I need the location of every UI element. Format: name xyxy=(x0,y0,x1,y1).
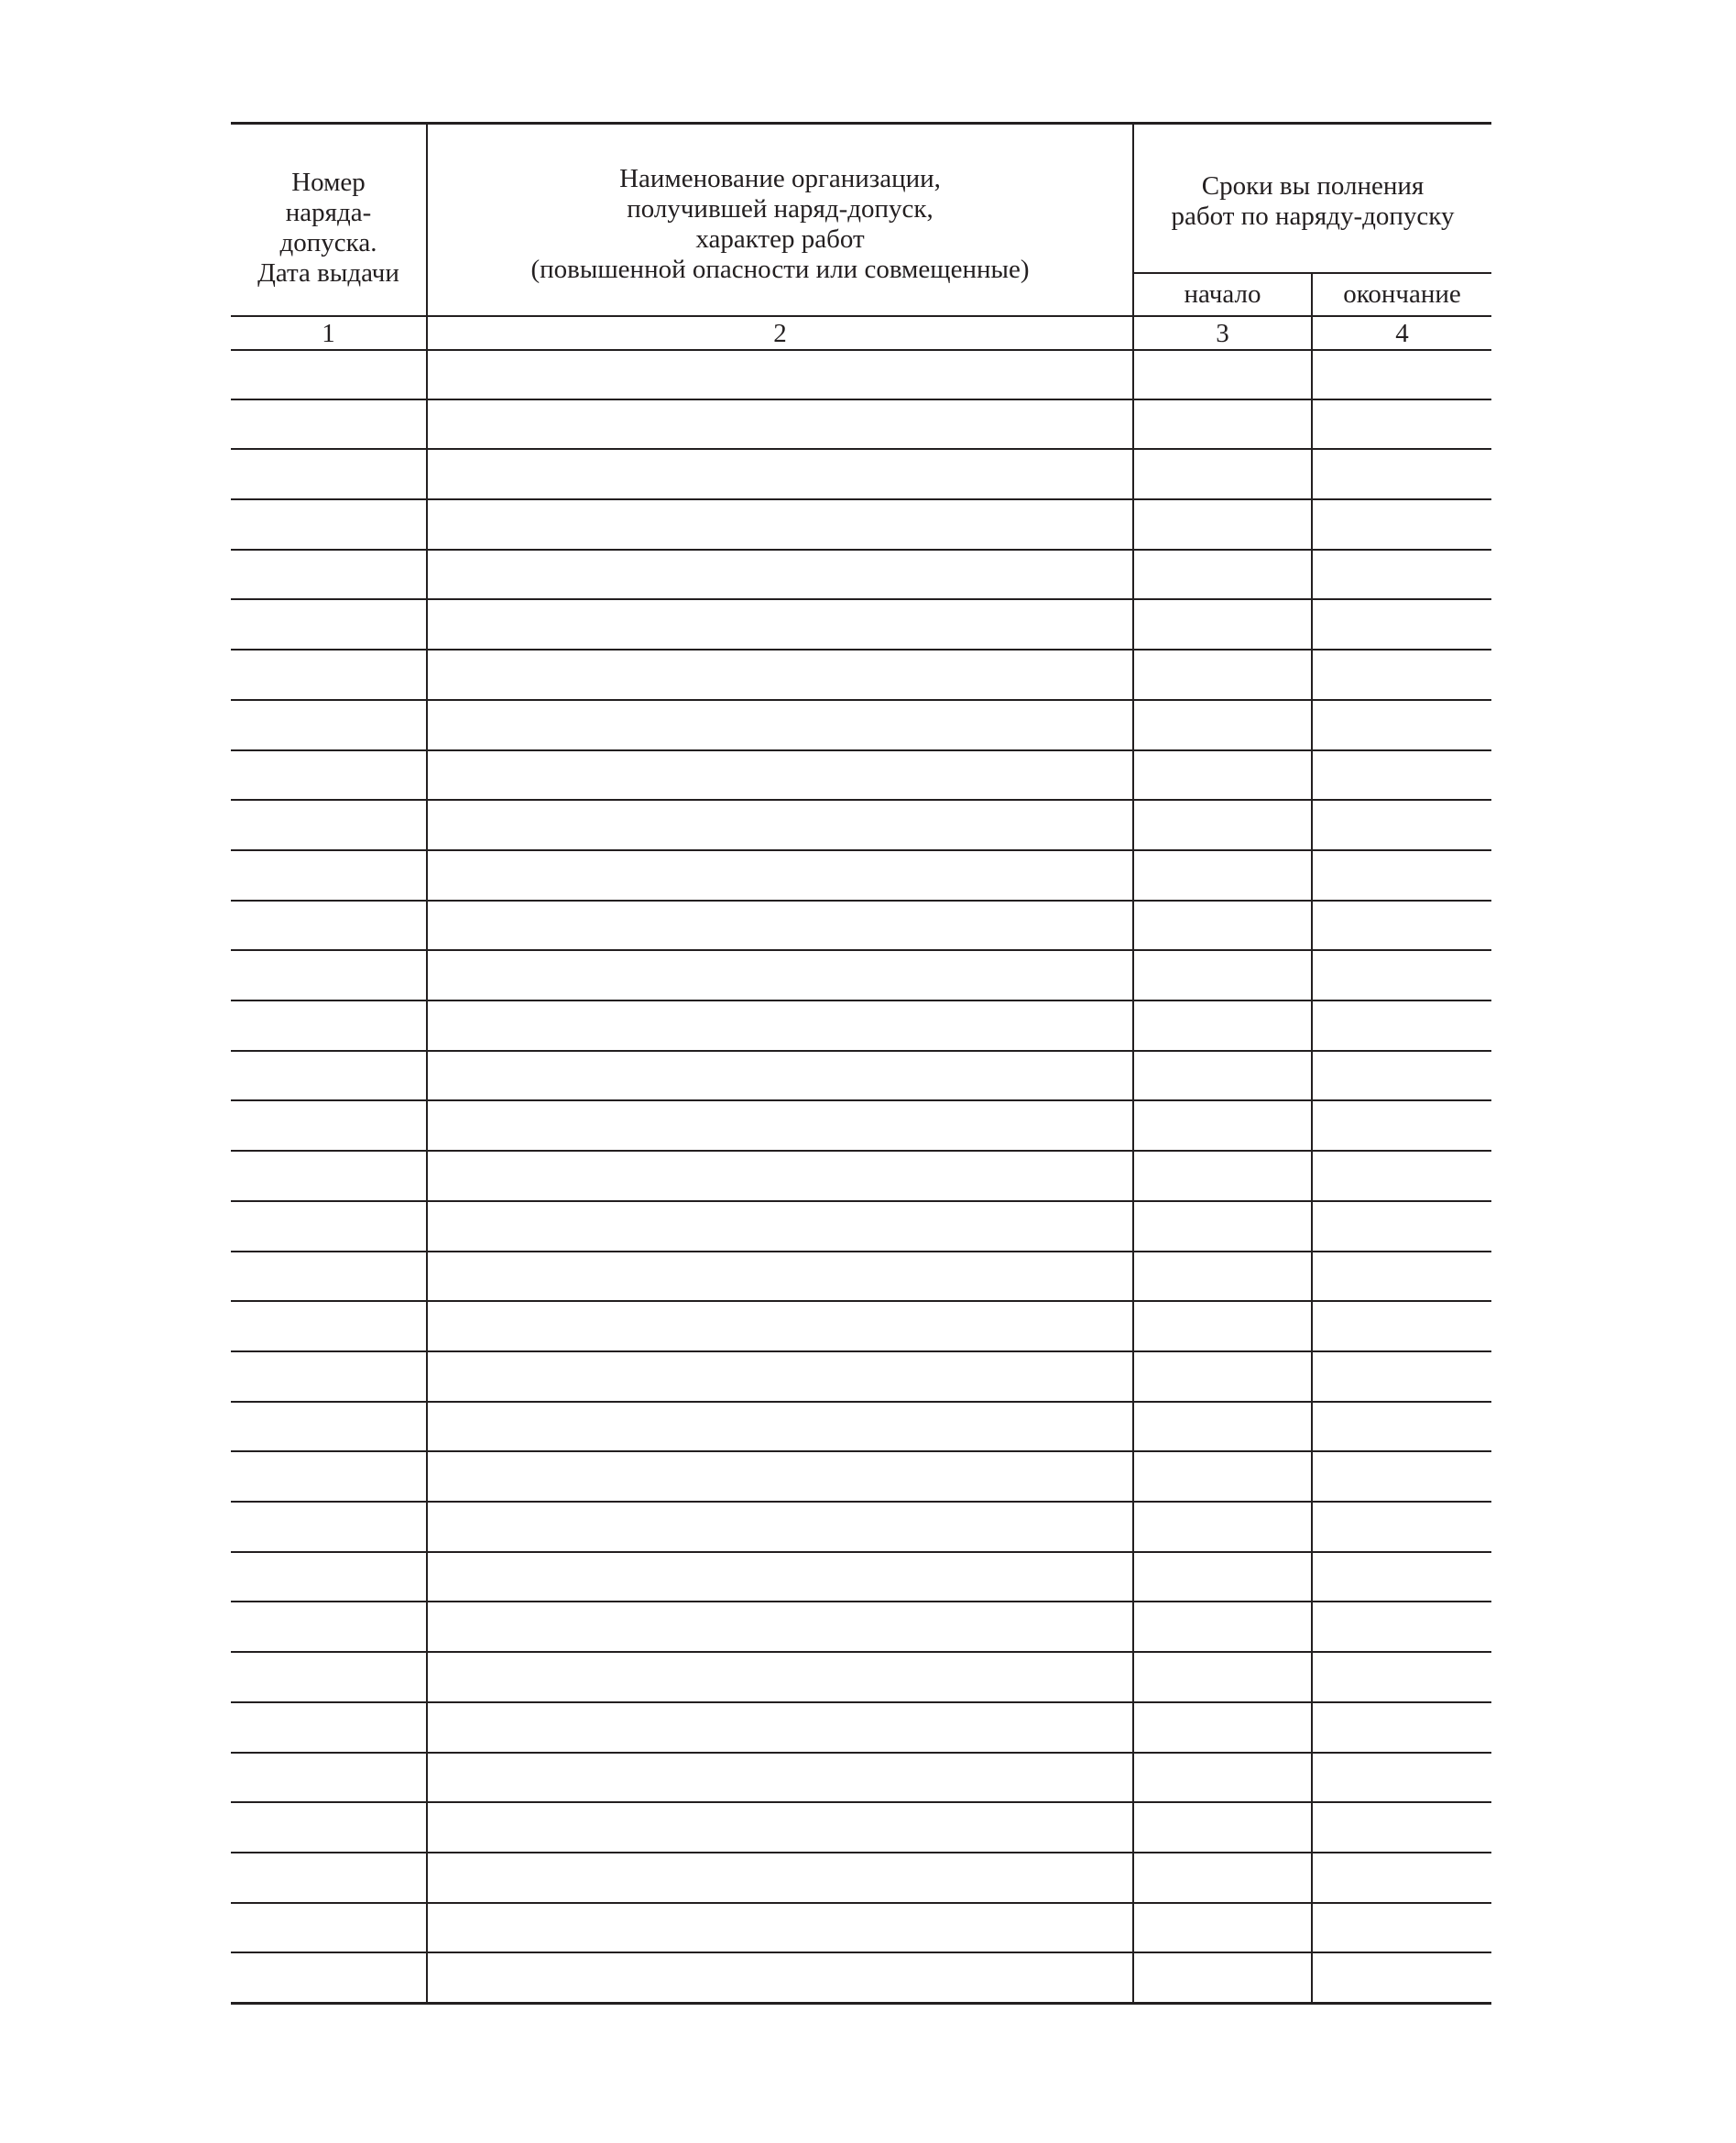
table-row xyxy=(231,551,1491,601)
table-row xyxy=(231,1553,1491,1603)
table-row xyxy=(231,651,1491,701)
table-row xyxy=(231,1101,1491,1152)
row-rule xyxy=(231,2002,1491,2005)
table-row xyxy=(231,751,1491,802)
column-number-1: 1 xyxy=(322,318,335,348)
column-number-4: 4 xyxy=(1395,318,1409,348)
table-row xyxy=(231,1403,1491,1453)
header-permit-number-date: Номер наряда- допуска. Дата выдачи xyxy=(257,168,399,288)
table-row xyxy=(231,1754,1491,1804)
table-row xyxy=(231,1602,1491,1653)
table-row xyxy=(231,400,1491,451)
table-row xyxy=(231,1352,1491,1403)
header-start: начало xyxy=(1184,279,1261,309)
table-row xyxy=(231,1503,1491,1553)
column-number-3: 3 xyxy=(1216,318,1229,348)
table-row xyxy=(231,1904,1491,1954)
table-row xyxy=(231,1953,1491,2004)
table-row xyxy=(231,1152,1491,1202)
column-number-2: 2 xyxy=(773,318,787,348)
table-row xyxy=(231,1653,1491,1703)
table-row xyxy=(231,1803,1491,1853)
table-row xyxy=(231,1202,1491,1252)
table-row xyxy=(231,1252,1491,1303)
table-row xyxy=(231,500,1491,551)
table-row xyxy=(231,701,1491,751)
header-organization-work-type: Наименование организации, получившей наряд-допуск, характер работ (повышенной опасности или совмещенные) xyxy=(530,164,1030,284)
table-row xyxy=(231,600,1491,651)
table-row xyxy=(231,801,1491,851)
table-row xyxy=(231,902,1491,952)
table-row xyxy=(231,951,1491,1001)
table-row xyxy=(231,450,1491,500)
table-row xyxy=(231,1452,1491,1503)
table-row xyxy=(231,1052,1491,1102)
table-row xyxy=(231,1703,1491,1754)
table-row xyxy=(231,350,1491,400)
table-row xyxy=(231,1302,1491,1352)
header-end: окончание xyxy=(1343,279,1461,309)
table-row xyxy=(231,1001,1491,1052)
header-execution-period: Сроки вы полнения работ по наряду-допуску xyxy=(1171,170,1455,231)
table-row xyxy=(231,1853,1491,1904)
table-row xyxy=(231,851,1491,902)
